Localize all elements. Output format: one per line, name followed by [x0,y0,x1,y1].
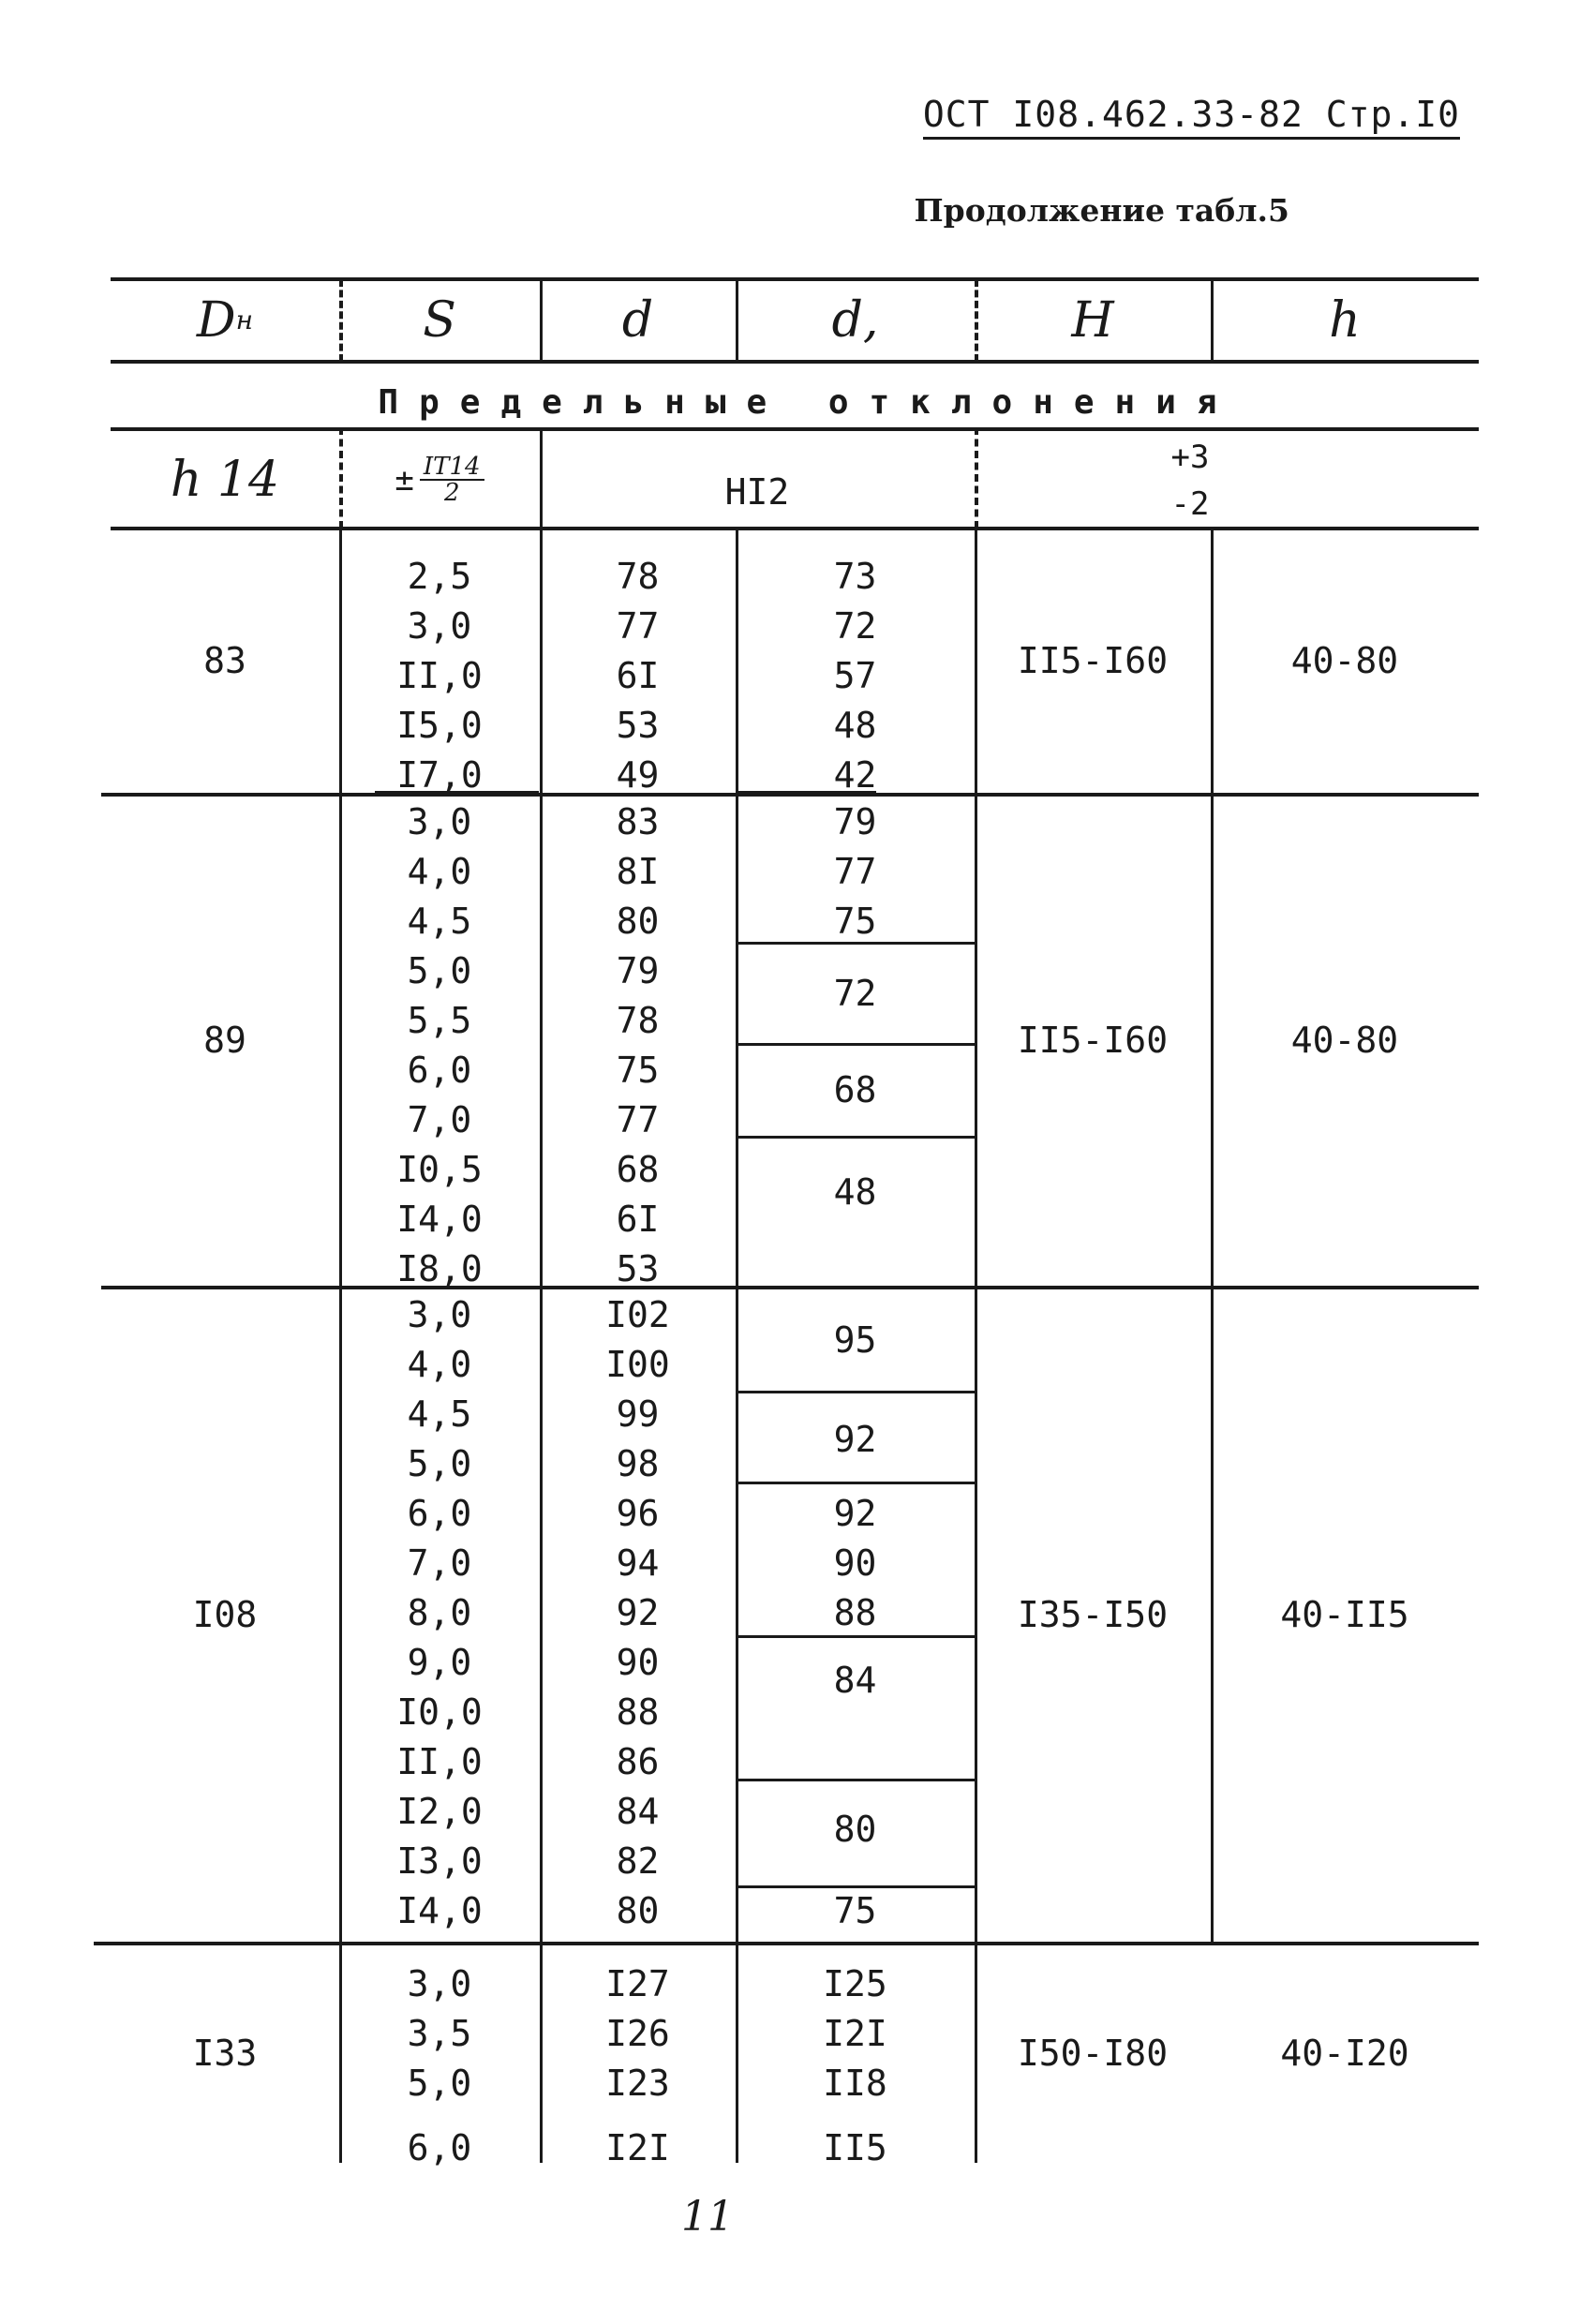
header-d1: d, [831,292,879,349]
s-value: 4,0 [407,1344,472,1385]
s-value: 6,0 [407,1050,472,1091]
d1-value: 84 [833,1659,877,1701]
group-h-range: I50-I80 [1017,2033,1169,2074]
group-h-lower-range: 40-80 [1290,640,1399,681]
d-value: I26 [605,2013,670,2054]
d-value: 88 [616,1691,660,1733]
d1-value: 80 [833,1808,877,1850]
s-value: 3,0 [407,605,472,647]
s-value: 6,0 [407,2126,472,2168]
d1-value: I25 [823,1963,887,2004]
d-value: 99 [616,1393,660,1435]
d-value: 53 [616,705,660,746]
s-value: I3,0 [396,1840,483,1882]
s-value: 5,0 [407,950,472,991]
d1-value: 72 [833,605,877,647]
d-value: 6I [616,655,660,696]
tolerance-s-stack [420,454,484,505]
header-h-upper: H [1071,292,1114,349]
s-value: 4,5 [407,901,472,942]
d1-value: 92 [833,1418,877,1460]
d1-value: 95 [833,1318,877,1361]
d1-value: II5 [823,2126,887,2168]
d-value: 79 [616,950,660,991]
d-value: 96 [616,1493,660,1534]
tolerance-title-rule [111,427,1479,431]
d1-value: 42 [833,754,877,796]
d-value: 98 [616,1443,660,1484]
d-value: 77 [616,1099,660,1140]
d-value: 82 [616,1840,660,1882]
d1-rule [736,1043,977,1046]
group-h-lower-range: 40-II5 [1280,1594,1409,1635]
tolerance-s-fraction [395,454,484,505]
header-bottom-rule [111,360,1479,364]
vline-h-body [975,529,977,2163]
d1-value: 68 [833,1069,877,1111]
header-s: S [423,292,456,349]
s-value: I2,0 [396,1791,483,1832]
d-value: 80 [616,901,660,942]
group-dn: 83 [203,640,246,681]
d1-value: 75 [833,901,877,942]
d-value: I2I [605,2126,670,2168]
tolerance-s [339,433,540,527]
tolerance-s-sign: ± [395,461,414,499]
vline-h-tol [975,427,978,529]
group-dn: 89 [203,1020,246,1061]
s-value: II,0 [396,1741,483,1782]
d-value: 94 [616,1542,660,1584]
header-dn [111,281,339,360]
tolerance-bottom-rule [111,527,1479,530]
d1-value: 90 [833,1542,877,1584]
d1-value: 48 [833,705,877,746]
d-value: 49 [616,754,660,796]
s-value: II,0 [396,655,483,696]
s-value: 3,0 [407,1963,472,2004]
s-value: 7,0 [407,1099,472,1140]
s-value: 2,5 [407,556,472,597]
s-value: 8,0 [407,1592,472,1633]
group-h-range: II5-I60 [1017,640,1169,681]
s-value: I0,5 [396,1149,483,1190]
group-dn: I33 [192,2033,258,2074]
d-value: 84 [616,1791,660,1832]
d1-rule [736,1136,977,1139]
s-value: I0,0 [396,1691,483,1733]
d1-rule [736,1779,977,1781]
group-rule-3 [94,1942,1479,1945]
tolerance-title: Предельные отклонения [378,383,1238,422]
d-value: I23 [605,2063,670,2104]
d1-value: 57 [833,655,877,696]
tolerance-h-minus: -2 [1170,485,1210,523]
header-h-lower: h [1329,292,1361,349]
d-value: I02 [605,1294,670,1335]
tolerance-dn: h 14 [170,452,280,508]
d1-value: I2I [823,2013,887,2054]
group-h-range: I35-I50 [1017,1594,1169,1635]
s-value: I8,0 [396,1248,483,1289]
d-value: 53 [616,1248,660,1289]
s-value: 5,5 [407,1000,472,1041]
d-value: 83 [616,801,660,842]
d-value: 68 [616,1149,660,1190]
d1-rule [736,1482,977,1484]
d-value: I27 [605,1963,670,2004]
d-value: 8I [616,851,660,892]
d1-value: 75 [833,1890,877,1931]
d-value: I00 [605,1344,670,1385]
d-value: 86 [616,1741,660,1782]
s-value: 3,5 [407,2013,472,2054]
d1-value: 79 [833,801,877,842]
s-value: 7,0 [407,1542,472,1584]
d1-rule [736,1391,977,1393]
d1-value: 48 [833,1170,877,1213]
d1-value: 88 [833,1592,877,1633]
s-value: 3,0 [407,1294,472,1335]
s-value: 3,0 [407,801,472,842]
document-code: ОСТ I08.462.33-82 Стр.I0 [923,94,1460,140]
group-dn: I08 [192,1594,258,1635]
s-value: 4,5 [407,1393,472,1435]
s-value: 6,0 [407,1493,472,1534]
s-value: 9,0 [407,1642,472,1683]
d-value: 80 [616,1890,660,1931]
d-value: 92 [616,1592,660,1633]
group-h-lower-range: 40-80 [1290,1020,1399,1061]
d-value: 6I [616,1199,660,1240]
s-value: I4,0 [396,1890,483,1931]
group-h-range: II5-I60 [1017,1020,1169,1061]
s-value: 5,0 [407,1443,472,1484]
group-h-lower-range: 40-I20 [1280,2033,1409,2074]
s-value: I7,0 [396,754,483,796]
tolerance-d: HI2 [724,471,790,513]
d1-value: II8 [823,2063,887,2104]
d1-value: 92 [833,1493,877,1534]
header-d: d [621,292,654,349]
s-value: I4,0 [396,1199,483,1240]
vline-hh-body [1211,529,1214,1944]
footer-mark: 11 [681,2193,734,2241]
group-rule-2 [101,1286,1479,1289]
tolerance-s-denominator: 2 [443,479,460,507]
d-value: 90 [616,1642,660,1683]
d-value: 78 [616,556,660,597]
d-value: 78 [616,1000,660,1041]
d1-value: 72 [833,972,877,1014]
d-value: 75 [616,1050,660,1091]
header-dn-sub: н [235,305,254,335]
d1-value: 73 [833,556,877,597]
header-dn-letter: D [196,292,236,349]
d1-value: 77 [833,851,877,892]
d-value: 77 [616,605,660,647]
tolerance-s-numerator: IT14 [420,454,484,481]
s-value: 5,0 [407,2063,472,2104]
tolerance-h-plus: +3 [1170,439,1210,476]
s-value: I5,0 [396,705,483,746]
table-continuation-label: Продолжение табл.5 [914,192,1289,229]
s-value: 4,0 [407,851,472,892]
